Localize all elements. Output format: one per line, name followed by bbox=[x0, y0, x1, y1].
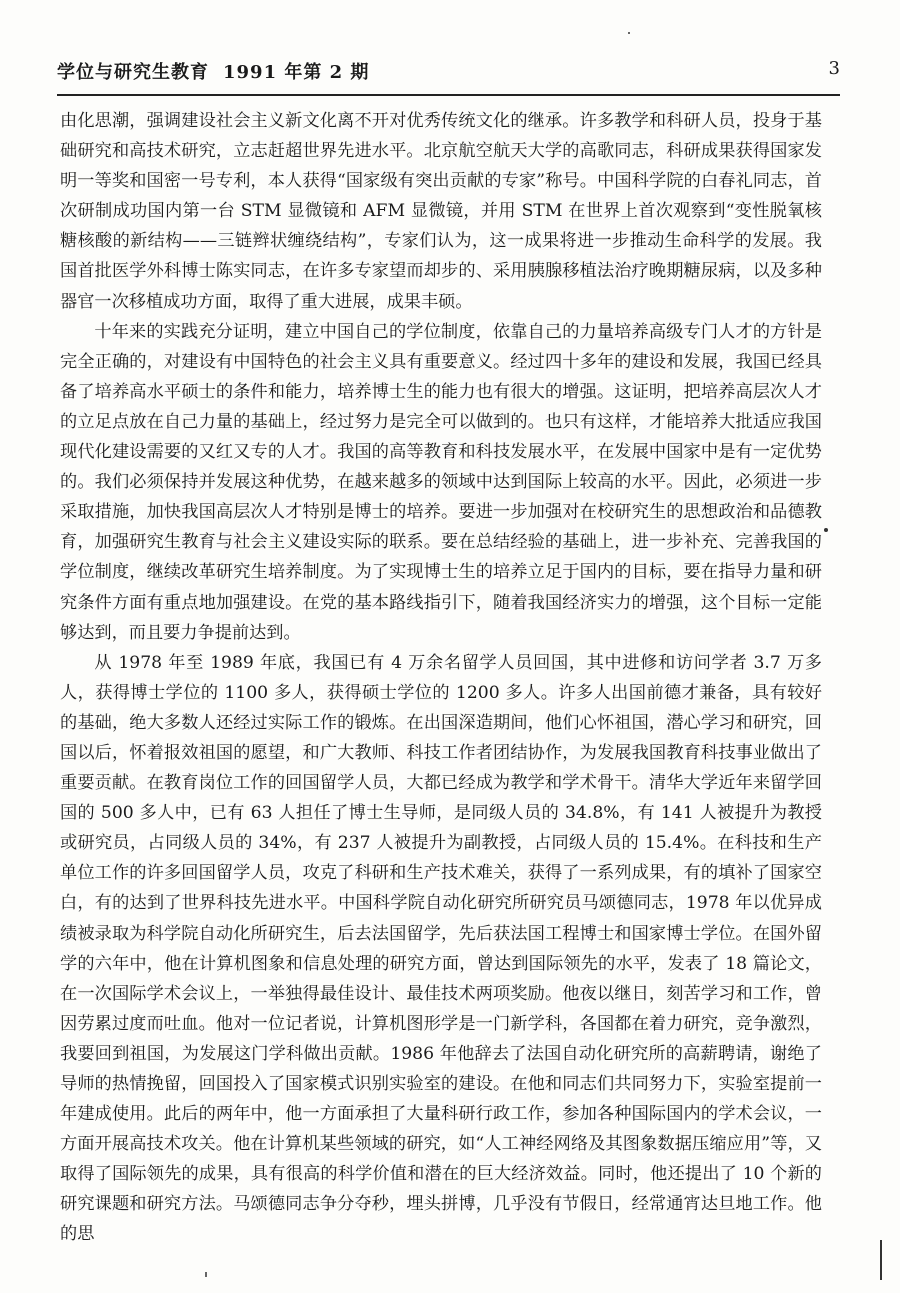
running-header bbox=[57, 58, 840, 96]
journal-name: 学位与研究生教育 bbox=[57, 62, 209, 83]
journal-title bbox=[57, 58, 369, 84]
scan-edge-mark bbox=[880, 1240, 882, 1280]
issue-label: 1991 年第 2 期 bbox=[223, 62, 370, 83]
paragraph-2: 十年来的实践充分证明，建立中国自己的学位制度，依靠自己的力量培养高级专门人才的方针是完全正确的，对建设有中国特色的社会主义具有重要意义。经过四十多年的建设和发展，我国已经具备了培养高水平硕士的条件和能力，培养博士生的能力也有很大的增强。这证明，把培养高层次人才的立足点放在自己力量的基础上，经过努力是完全可以做到的。也只有这样，才能培养大批适应我国现代化建设需要的又红又专的人才。我国的高等教育和科技发展水平，在发展中国家中是有一定优势的。我们必须保持并发展这种优势，在越来越多的领域中达到国际上较高的水平。因此，必须进一步采取措施，加快我国高层次人才特别是博士的培养。要进一步加强对在校研究生的思想政治和品德教育，加强研究生教育与社会主义建设实际的联系。要在总结经验的基础上，进一步补充、完善我国的学位制度，继续改革研究生培养制度。为了实现博士生的培养立足于国内的目标，要在指导力量和研究条件方面有重点地加强建设。在党的基本路线指引下，随着我国经济实力的增强，这个目标一定能够达到，而且要力争提前达到。 bbox=[60, 321, 822, 643]
scan-speck bbox=[628, 32, 630, 34]
scan-speck-bottom bbox=[205, 1272, 207, 1277]
article-body bbox=[60, 106, 822, 1250]
scan-dot bbox=[824, 528, 828, 532]
paragraph-3: 从 1978 年至 1989 年底，我国已有 4 万余名留学人员回国，其中进修和访问学者 3.7 万多人，获得博士学位的 1100 多人，获得硕士学位的 1200 多人。许多人出国前德才兼备，具有较好的基础，绝大多数人还经过实际工作的锻炼。在出国深造期间，他们心怀祖国，潜心学习和研究，回国以后，怀着报效祖国的愿望，和广大教师、科技工作者团结协作，为发展我国教育科技事业做出了重要贡献。在教育岗位工作的回国留学人员，大都已经成为教学和学术骨干。清华大学近年来留学回国的 500 多人中，已有 63 人担任了博士生导师，是同级人员的 34.8%，有 141 人被提升为教授或研究员，占同级人员的 34%，有 237 人被提升为副教授，占同级人员的 15.4%。在科技和生产单位工作的许多回国留学人员，攻克了科研和生产技术难关，获得了一系列成果，有的填补了国家空白，有的达到了世界科技先进水平。中国科学院自动化研究所研究员马颂德同志，1978 年以优异成绩被录取为科学院自动化所研究生，后去法国留学，先后获法国工程博士和国家博士学位。在国外留学的六年中，他在计算机图象和信息处理的研究方面，曾达到国际领先的水平，发表了 18 篇论文，在一次国际学术会议上，一举独得最佳设计、最佳技术两项奖励。他夜以继日，刻苦学习和工作，曾因劳累过度而吐血。他对一位记者说，计算机图形学是一门新学科，各国都在着力研究，竞争激烈，我要回到祖国，为发展这门学科做出贡献。1986 年他辞去了法国自动化研究所的高薪聘请，谢绝了导师的热情挽留，回国投入了国家模式识别实验室的建设。在他和同志们共同努力下，实验室提前一年建成使用。此后的两年中，他一方面承担了大量科研行政工作，参加各种国际国内的学术会议，一方面开展高技术攻关。他在计算机某些领域的研究，如“人工神经网络及其图象数据压缩应用”等，又取得了国际领先的成果，具有很高的科学价值和潜在的巨大经济效益。同时，他还提出了 10 个新的研究课题和研究方法。马颂德同志争分夺秒，埋头拼博，几乎没有节假日，经常通宵达旦地工作。他的思 bbox=[60, 652, 822, 1245]
paragraph-1: 由化思潮，强调建设社会主义新文化离不开对优秀传统文化的继承。许多教学和科研人员，投身于基础研究和高技术研究，立志赶超世界先进水平。北京航空航天大学的高歌同志，科研成果获得国家发明一等奖和国密一号专利，本人获得“国家级有突出贡献的专家”称号。中国科学院的白春礼同志，首次研制成功国内第一台 STM 显微镜和 AFM 显微镜，并用 STM 在世界上首次观察到“变性脱氧核糖核酸的新结构——三链辫状缠绕结构”，专家们认为，这一成果将进一步推动生命科学的发展。我国首批医学外科博士陈实同志，在许多专家望而却步的、采用胰腺移植法治疗晚期糖尿病，以及多种器官一次移植成功方面，取得了重大进展，成果丰硕。 bbox=[60, 111, 822, 312]
page-number: 3 bbox=[828, 58, 840, 79]
